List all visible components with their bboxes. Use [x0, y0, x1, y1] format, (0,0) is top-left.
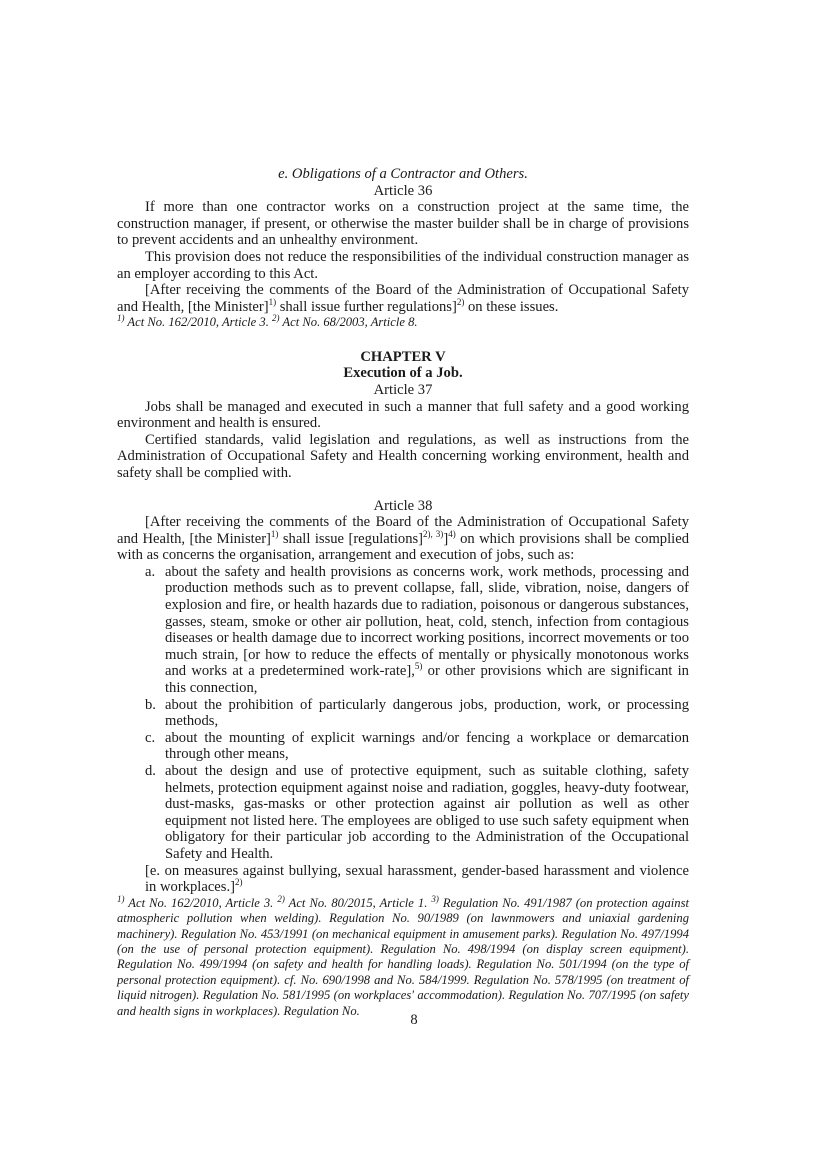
article-38-title: Article 38 — [373, 497, 433, 514]
list-item-e: [e. on measures against bullying, sexual harassment, gender-based harassment and violence in workplaces.]$^{2)}$ — [145, 862, 689, 896]
article-37 — [117, 382, 689, 482]
article-38-list — [117, 564, 689, 863]
page-number: 8 — [410, 1012, 418, 1028]
list-item-b: b. about the prohibition of particularly dangerous jobs, production, work, or processing methods, — [145, 696, 689, 730]
article-36-paragraph-2: This provision does not reduce the responsibilities of the individual construction manager as an employer according to this Act. — [117, 248, 689, 282]
article-36-paragraph-3: [After receiving the comments of the Board of the Administration of Occupational Safety and Health, [the Minister]$^{1)}$ shall issue further regulations]$^{2)}$ on these issues. — [117, 282, 689, 315]
article-36-footnote: $^{1)}$ Act No. 162/2010, Article 3. $^{2)}$ Act No. 68/2003, Article 8. — [117, 313, 418, 330]
list-item-a: a. about the safety and health provisions as concerns work, work methods, processing and production methods such as to prevent collapse, fall, slide, vibration, noise, dangers of explosion and fire, or health hazards due to radiation, poisonous or dangerous substances, gasses, steam, smoke or other air pollution, heat, cold, stench, infection from contagious diseases or health damage due to incorrect working positions, incorrect movements or too much strain, [or how to reduce the effects of mentally or physically monotonous works and works at a predetermined work-rate],$^{5)}$ or other provisions which are significant in this connection, — [145, 563, 690, 697]
chapter-number: CHAPTER V — [360, 348, 446, 365]
footnotes: $^{1)}$ Act No. 162/2010, Article 3. $^{2)}$ Act No. 80/2015, Article 1. $^{3)}$ Regulation No. 491/1987 (on protection against atmospheric pollution when welding). Regulation No. 90/1989 (on lawnmowers and uniaxial gardening machinery). Regulation No. 453/1991 (on mechanical equipment in amusement parks). Regulation No. 497/1994 (on the use of personal protection equipment). Regulation No. 498/1994 (on display screen equipment). Regulation No. 499/1994 (on safety and health for handling loads). Regulation No. 501/1994 (on the type of personal protection equipment). cf. No. 690/1998 and No. 584/1999. Regulation No. 578/1995 (on treatment of liquid nitrogen). Regulation No. 581/1995 (on workplaces' accommodation). Regulation No. 707/1995 (on safety and health signs in workplaces). Regulation No. — [117, 893, 689, 1018]
article-37-paragraph-2: Certified standards, valid legislation and regulations, as well as instructions from the Administration of Occupational Safety and Health concerning working environment, health and safety shall be complied with. — [117, 431, 689, 481]
article-37-title: Article 37 — [373, 381, 433, 398]
article-36-paragraph-1: If more than one contractor works on a construction project at the same time, the construction manager, if present, or otherwise the master builder shall be in charge of provisions to prevent accidents and an unhealthy environment. — [117, 199, 689, 249]
list-item-d: d. about the design and use of protective equipment, such as suitable clothing, safety helmets, protection equipment against noise and radiation, goggles, heavy-duty footwear, dust-masks, gas-masks or other protection against air pollution as well as other equipment not listed here. The employees are obliged to use such safety equipment when obligatory for their particular job according to the Administration of the Occupational Safety and Health. — [145, 763, 689, 862]
article-36-title: Article 36 — [373, 182, 433, 199]
section-heading: e. Obligations of a Contractor and Others. — [278, 166, 528, 182]
chapter-title: Execution of a Job. — [343, 365, 463, 382]
article-38-intro: [After receiving the comments of the Board of the Administration of Occupational Safety and Health, [the Minister]$^{1)}$ shall issue [regulations]$^{2), 3)}$]$^{4)}$ on which provisions shall be complied with as concerns the organisation, arrangement and execution of jobs, such as: — [117, 514, 689, 564]
chapter-heading — [117, 349, 689, 382]
article-36 — [117, 183, 689, 331]
article-37-paragraph-1: Jobs shall be managed and executed in such a manner that full safety and a good working environment and health is ensured. — [117, 398, 689, 432]
article-38 — [117, 498, 689, 896]
page-content — [117, 166, 689, 1019]
list-item-c: c. about the mounting of explicit warnings and/or fencing a workplace or demarcation through other means, — [145, 729, 689, 763]
